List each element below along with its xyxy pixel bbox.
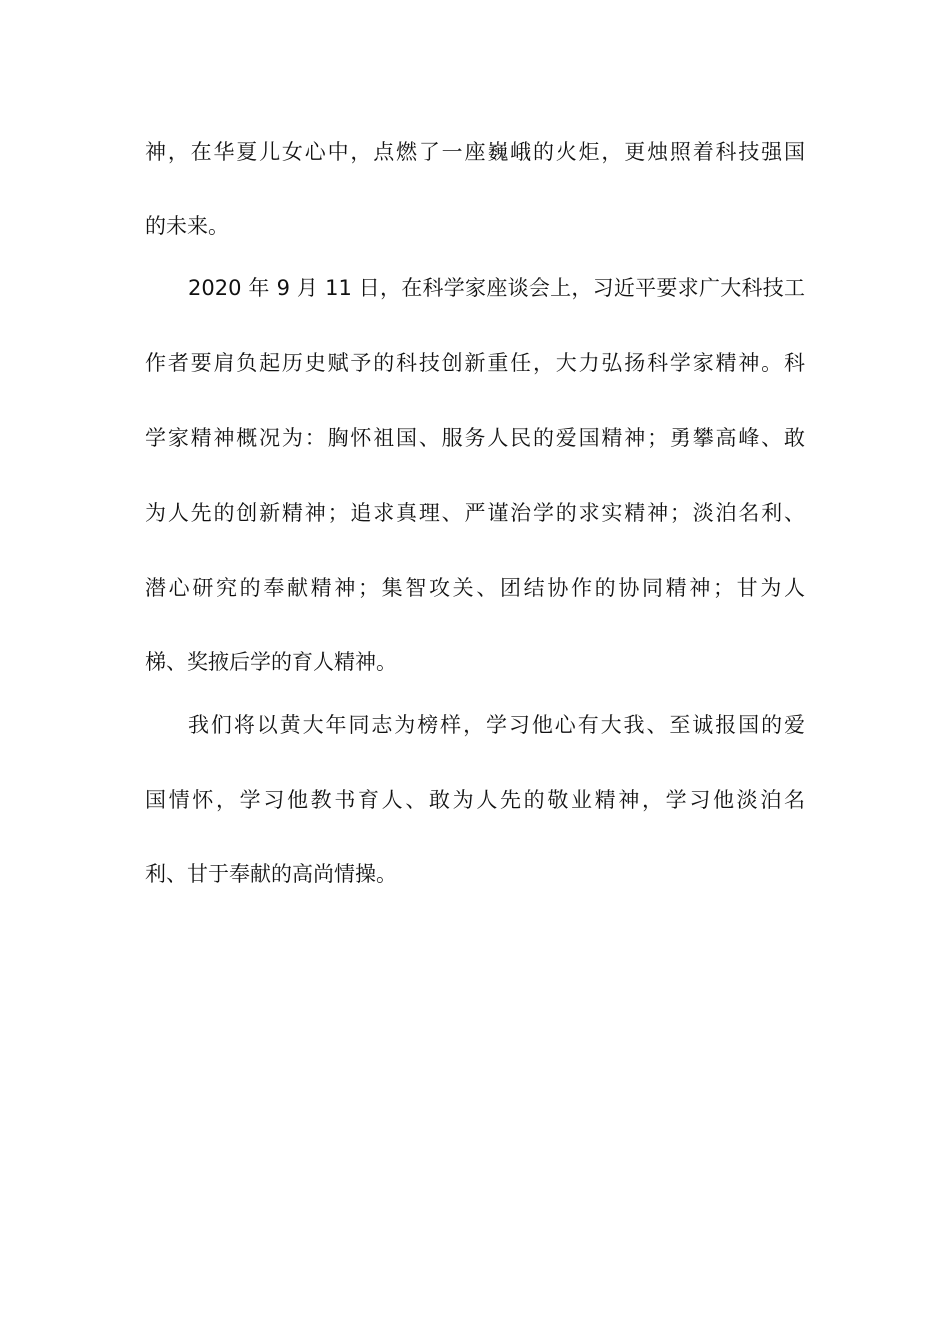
text-line: 利、甘于奉献的高尚情操。 [145, 862, 397, 886]
text-line: 我们将以黄大年同志为榜样，学习他心有大我、至诚报国的爱 [188, 713, 805, 737]
text-line: 学家精神概况为：胸怀祖国、服务人民的爱国精神；勇攀高峰、敢 [145, 426, 805, 450]
text-line: 神，在华夏儿女心中，点燃了一座巍峨的火炬，更烛照着科技强国 [145, 140, 805, 164]
text-line: 梯、奖掖后学的育人精神。 [145, 650, 397, 674]
text-line: 2020 年 9 月 11 日，在科学家座谈会上，习近平要求广大科技工 [188, 276, 805, 300]
text-line: 为人先的创新精神；追求真理、严谨治学的求实精神；淡泊名利、 [145, 501, 805, 525]
text-line: 的未来。 [145, 214, 229, 238]
text-line: 潜心研究的奉献精神；集智攻关、团结协作的协同精神；甘为人 [145, 576, 805, 600]
text-line: 作者要肩负起历史赋予的科技创新重任，大力弘扬科学家精神。科 [145, 351, 805, 375]
text-line: 国情怀，学习他教书育人、敢为人先的敬业精神，学习他淡泊名 [145, 788, 805, 812]
